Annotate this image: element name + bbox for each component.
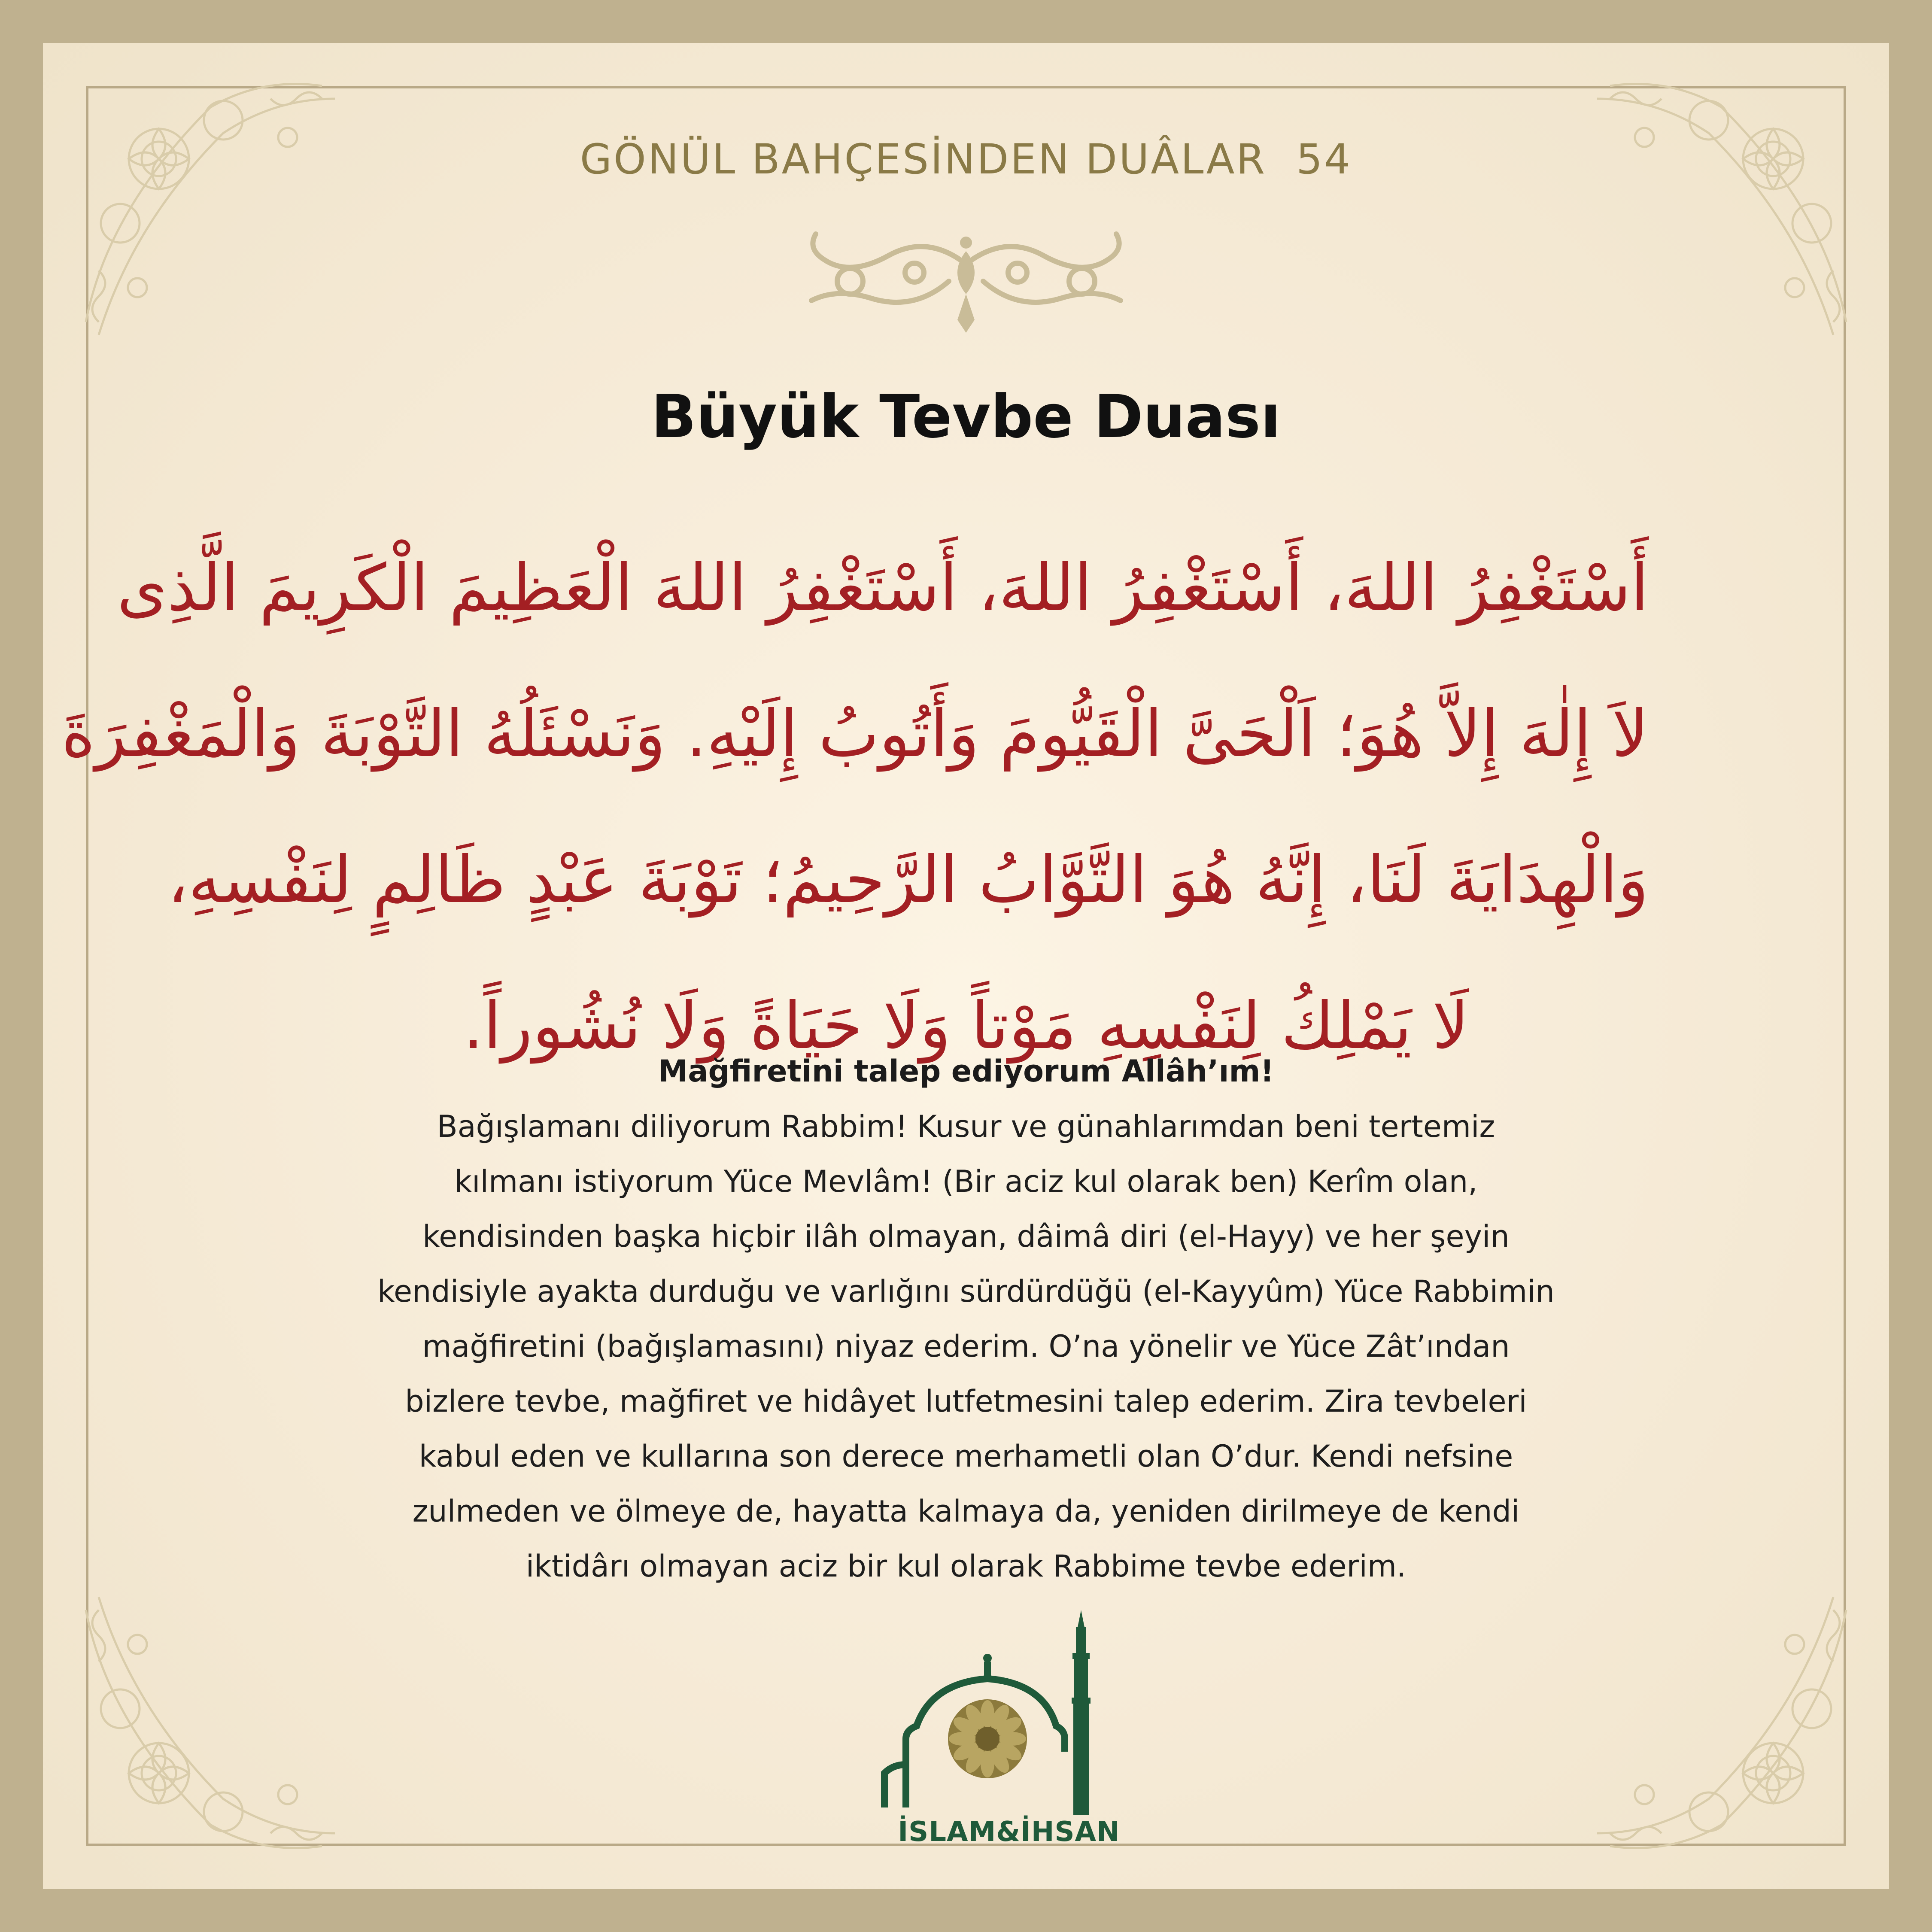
logo-wordmark: İSLAM&İHSAN: [898, 1816, 1120, 1848]
translation-heading: Mağfiretini talep ediyorum Allâh’ım!: [658, 1054, 1274, 1089]
translation-line: mağfiretini (bağışlamasını) niyaz ederim. O’na yönelir ve Yüce Zât’ından: [422, 1329, 1510, 1364]
arabic-text-block: [61, 515, 1649, 1099]
corner-ornament-icon: [82, 82, 348, 348]
translation-line: kılmanı istiyorum Yüce Mevlâm! (Bir aciz kul olarak ben) Kerîm olan,: [454, 1164, 1478, 1199]
translation-line: bizlere tevbe, mağfiret ve hidâyet lutfetmesini talep ederim. Zira tevbeleri: [405, 1384, 1527, 1419]
translation-line: iktidârı olmayan aciz bir kul olarak Rabbime tevbe ederim.: [526, 1549, 1406, 1584]
islam-ihsan-logo: [876, 1610, 1142, 1850]
arabic-line: لَا يَمْلِكُ لِنَفْسِهِ مَوْتاً وَلَا حَيَاةً وَلَا نُشُوراً.: [463, 989, 1469, 1063]
translation-line: Bağışlamanı diliyorum Rabbim! Kusur ve günahlarımdan beni tertemiz: [437, 1109, 1495, 1144]
series-title: GÖNÜL BAHÇESİNDEN DUÂLAR 54: [580, 135, 1352, 183]
translation-block: [223, 1043, 1709, 1594]
corner-ornament-icon: [82, 1584, 348, 1850]
translation-line: kabul eden ve kullarına son derece merhametli olan O’dur. Kendi nefsine: [419, 1439, 1513, 1474]
corner-ornament-icon: [1584, 82, 1850, 348]
arabic-line: لاَ إِلٰهَ إِلاَّ هُوَ؛ اَلْحَىَّ الْقَيُّومَ وَأَتُوبُ إِلَيْهِ. وَنَسْئَلُهُ التَّوْبَةَ وَالْمَغْفِرَةَ: [61, 697, 1649, 772]
translation-line: kendisinden başka hiçbir ilâh olmayan, dâimâ diri (el-Hayy) ve her şeyin: [422, 1219, 1510, 1254]
corner-ornament-icon: [1584, 1584, 1850, 1850]
mosque-logo-icon: [876, 1610, 1142, 1816]
prayer-title: Büyük Tevbe Duası: [651, 382, 1281, 451]
prayer-card: [43, 43, 1889, 1889]
translation-line: zulmeden ve ölmeye de, hayatta kalmaya da, yeniden dirilmeye de kendi: [412, 1494, 1520, 1529]
ornamental-divider-icon: [786, 225, 1146, 337]
arabic-line: وَالْهِدَايَةَ لَنَا، إِنَّهُ هُوَ التَّوَّابُ الرَّحِيمُ؛ تَوْبَةَ عَبْدٍ ظَالِمٍ لِنَفْسِهِ،: [167, 843, 1649, 917]
translation-line: kendisiyle ayakta durduğu ve varlığını sürdürdüğü (el-Kayyûm) Yüce Rabbimin: [377, 1274, 1555, 1309]
arabic-line: أَسْتَغْفِرُ اللهَ، أَسْتَغْفِرُ اللهَ، أَسْتَغْفِرُ اللهَ الْعَظِيمَ الْكَرِيمَ الَّذِى: [117, 551, 1649, 626]
